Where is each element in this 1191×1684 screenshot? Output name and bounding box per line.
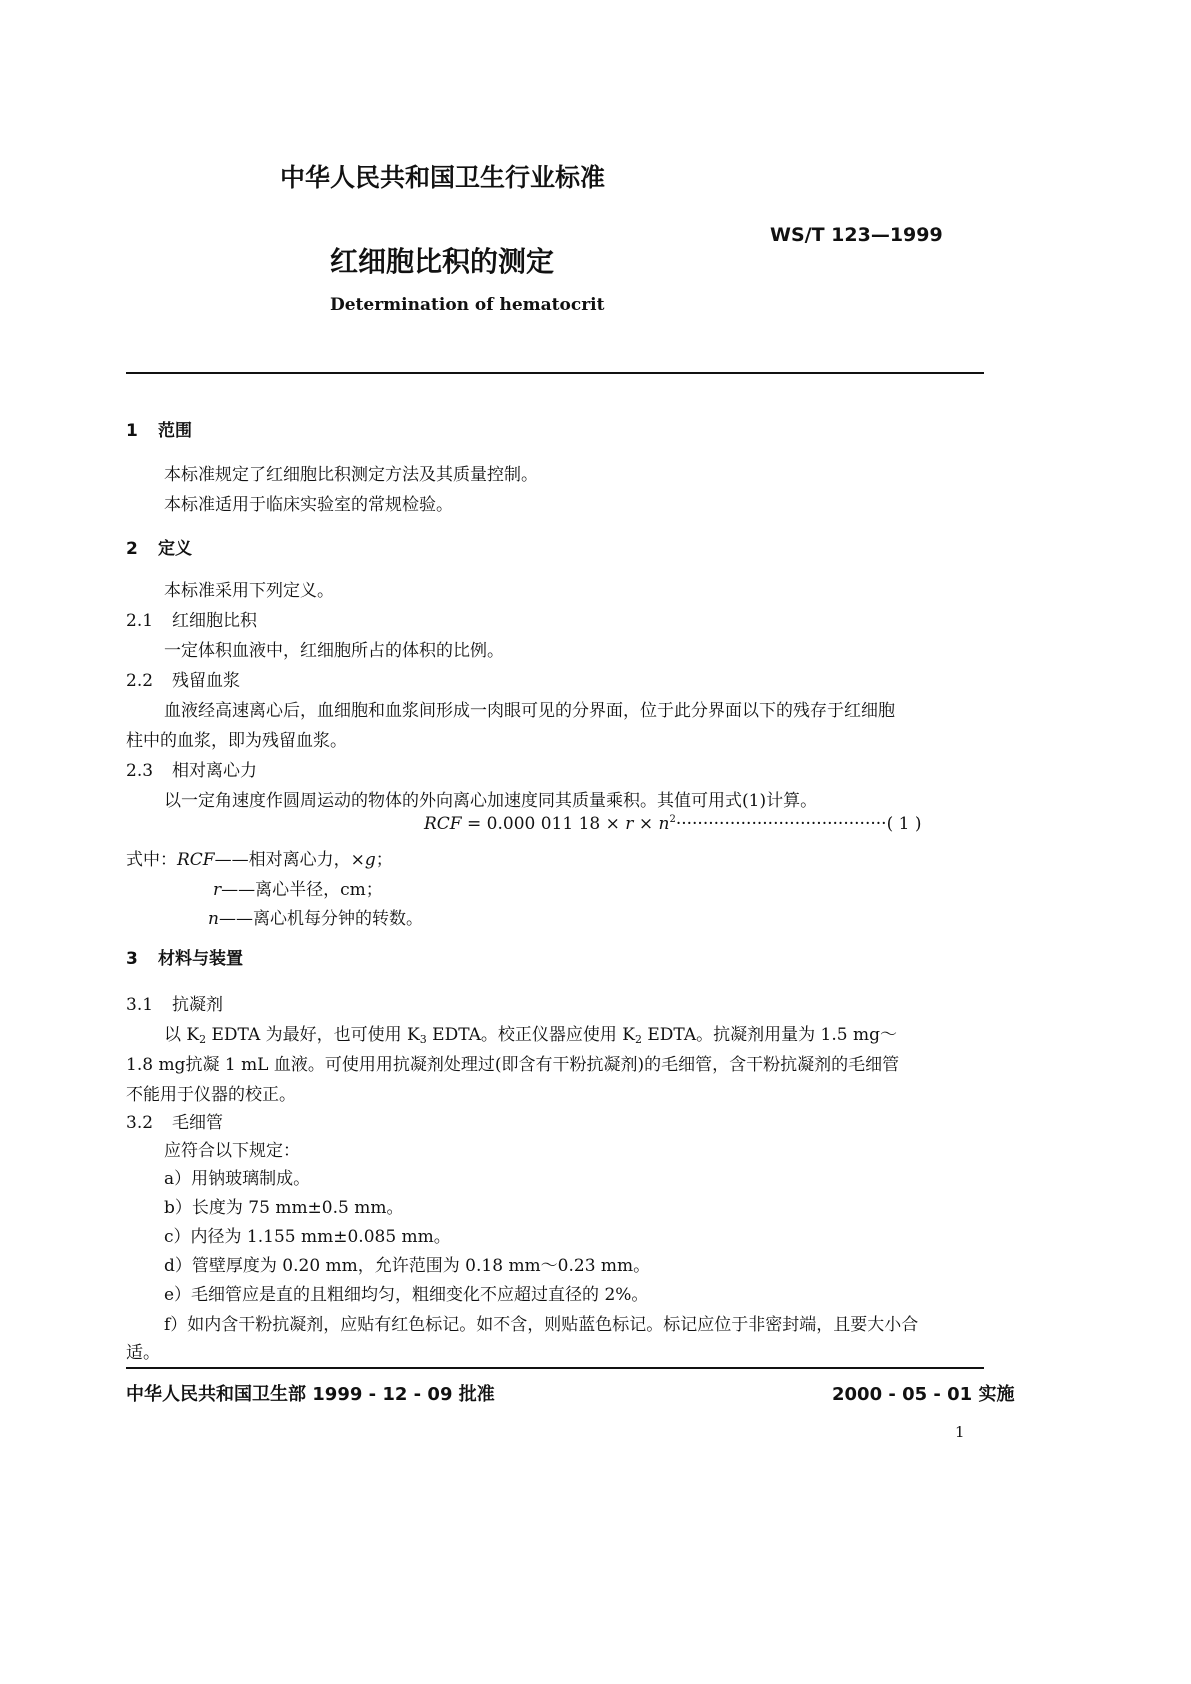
header-rule (126, 372, 984, 374)
formula-variable-n: n——离心机每分钟的转数。 (208, 909, 423, 929)
footer-rule (126, 1367, 984, 1369)
section-heading-scope: 1 范围 (126, 421, 192, 441)
subsection-2-1-heading: 2.1 红细胞比积 (126, 611, 257, 631)
document-title-english: Determination of hematocrit (330, 295, 605, 315)
page-number: 1 (955, 1423, 965, 1441)
capillary-intro: 应符合以下规定： (164, 1141, 300, 1161)
scope-paragraph-2: 本标准适用于临床实验室的常规检验。 (164, 495, 453, 515)
section-heading-materials: 3 材料与装置 (126, 949, 243, 969)
capillary-item-c: c）内径为 1.155 mm±0.085 mm。 (164, 1227, 451, 1247)
section-heading-definitions: 2 定义 (126, 539, 192, 559)
capillary-item-b: b）长度为 75 mm±0.5 mm。 (164, 1198, 404, 1218)
formula-variable-r: r——离心半径，cm； (213, 880, 383, 900)
standard-category: 中华人民共和国卫生行业标准 (280, 163, 606, 192)
subsection-3-1-heading: 3.1 抗凝剂 (126, 995, 223, 1015)
subsection-2-3-heading: 2.3 相对离心力 (126, 761, 257, 781)
approval-statement: 中华人民共和国卫生部 1999 - 12 - 09 批准 (126, 1384, 495, 1405)
document-code: WS/T 123—1999 (770, 224, 943, 246)
subsection-2-1-text: 一定体积血液中，红细胞所占的体积的比例。 (164, 641, 504, 661)
capillary-item-f-continued: 适。 (126, 1343, 160, 1363)
anticoagulant-line-2: 1.8 mg抗凝 1 mL 血液。可使用用抗凝剂处理过(即含有干粉抗凝剂)的毛细管，含干粉抗凝剂的毛细管 (126, 1055, 900, 1075)
subsection-2-2-heading: 2.2 残留血浆 (126, 671, 240, 691)
capillary-item-a: a）用钠玻璃制成。 (164, 1169, 311, 1189)
scope-paragraph-1: 本标准规定了红细胞比积测定方法及其质量控制。 (164, 465, 538, 485)
subsection-3-2-heading: 3.2 毛细管 (126, 1113, 223, 1133)
document-title: 红细胞比积的测定 (330, 245, 555, 278)
anticoagulant-line-1: 以 K2 EDTA 为最好，也可使用 K3 EDTA。校正仪器应使用 K2 EDTA。抗凝剂用量为 1.5 mg～ (164, 1025, 897, 1046)
capillary-item-d: d）管壁厚度为 0.20 mm，允许范围为 0.18 mm～0.23 mm。 (164, 1256, 651, 1276)
formula-variable-rcf: 式中：RCF——相对离心力，×g； (126, 850, 393, 870)
formula-rcf: RCF = 0.000 011 $18 \times r \times n^2\cdot\cdot\cdot\cdot\cdot\cdot\cdot\cdot\cdot\cdot\cdot\cdot\cdot\cdot\cdot\cdot\cdot\cdot\cdot\cdot\cdot\cdot\cdot\cdot\cdot\cdot\cdot\cdot\cdot\cdot\cdot\cdot\cdot\cdot\cdot\cdot\cdot\cdot\cdot$( 1 ) (424, 814, 922, 834)
effective-date: 2000 - 05 - 01 实施 (832, 1384, 1015, 1405)
subsection-2-2-line-1: 血液经高速离心后，血细胞和血浆间形成一肉眼可见的分界面，位于此分界面以下的残存于红细胞 (164, 701, 895, 721)
definitions-intro: 本标准采用下列定义。 (164, 581, 334, 601)
anticoagulant-line-3: 不能用于仪器的校正。 (126, 1085, 296, 1105)
subsection-2-3-text: 以一定角速度作圆周运动的物体的外向离心加速度同其质量乘积。其值可用式(1)计算。 (164, 791, 818, 811)
capillary-item-f: f）如内含干粉抗凝剂，应贴有红色标记。如不含，则贴蓝色标记。标记应位于非密封端，且要大小合 (164, 1315, 919, 1335)
capillary-item-e: e）毛细管应是直的且粗细均匀，粗细变化不应超过直径的 2%。 (164, 1285, 649, 1305)
subsection-2-2-line-2: 柱中的血浆，即为残留血浆。 (126, 731, 347, 751)
